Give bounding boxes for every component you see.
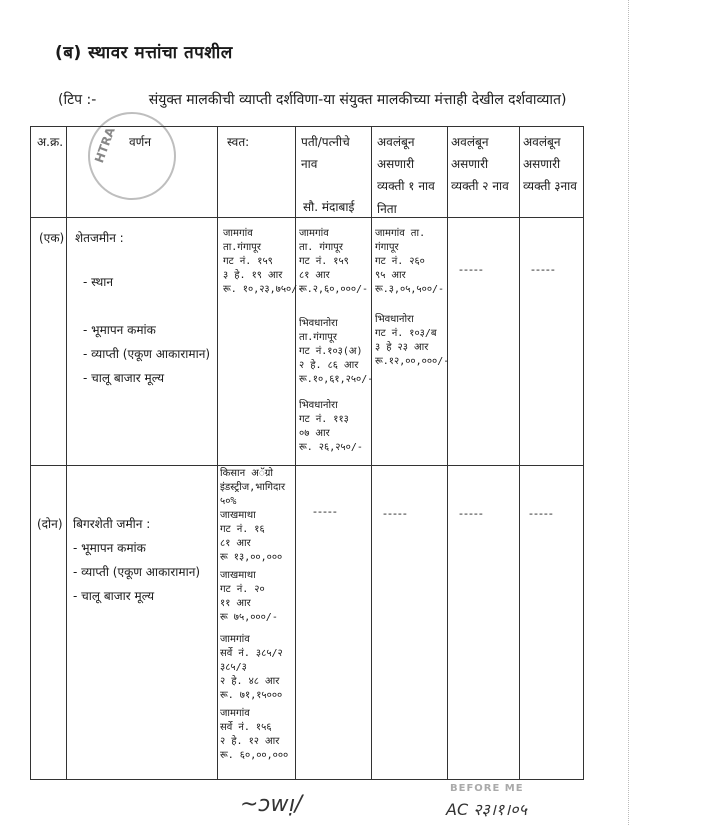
col-divider (447, 127, 448, 779)
row2-self-entry-b: जाखमाथा गट नं. २० ११ आर रू ७५,०००/- (220, 570, 278, 623)
col-divider (371, 127, 372, 779)
row2-self-entry-d: जामगांव सर्वे नं. १५६ २ हे. १२ आर रू. ६०,००,००० (220, 708, 289, 761)
row2-dependent1-empty: ----- (383, 507, 408, 520)
header-serial: अ.क्र. (37, 135, 64, 149)
dated-signature: AC २३।१।०५ (446, 800, 527, 819)
row1-survey-label: - भूमापन कमांक (83, 323, 156, 337)
col-divider (519, 127, 520, 779)
col-divider (66, 127, 67, 779)
note-line (58, 90, 567, 109)
header-spouse-name: सौ. मंदाबाई (303, 200, 355, 214)
section-heading: (ब) स्थावर मत्तांचा तपशील (55, 43, 233, 63)
row2-title: बिगरशेती जमीन : (73, 517, 151, 531)
header-dependent-3: अवलंबून असणारी व्यक्ती ३नाव (523, 135, 577, 193)
row1-self-entry: जामगांव ता.गंगापूर गट नं. १५९ ३ हे. १९ आर रू. १०,२३,७५०/- (223, 228, 304, 295)
row1-area-label: - व्याप्ती (एकूण आकारामान) (83, 347, 211, 361)
row2-survey-label: - भूमापन कमांक (73, 541, 146, 555)
row-divider (31, 217, 583, 218)
row2-value-label: - चालू बाजार मूल्य (73, 589, 155, 603)
signature: ~ɔwᴉ/ (240, 792, 303, 817)
row1-dependent3-empty: ----- (531, 263, 556, 276)
row1-spouse-entry-b: भिवधानोरा ता.गंगापूर गट नं.१०३(अ) २ हे. ८६ आर रू.१०,६१,२५०/- (299, 318, 374, 385)
note-prefix: (टिप :- (58, 92, 97, 108)
row2-dependent2-empty: ----- (459, 507, 484, 520)
row2-spouse-empty: ----- (313, 505, 338, 518)
header-dependent-2: अवलंबून असणारी व्यक्ती २ नाव (451, 135, 509, 193)
header-spouse: पती/पत्नीचे नाव (301, 135, 350, 171)
row2-serial: (दोन) (37, 517, 63, 531)
col-divider (295, 127, 296, 779)
col-divider (217, 127, 218, 779)
row2-area-label: - व्याप्ती (एकूण आकारामान) (73, 565, 201, 579)
row-divider (31, 465, 583, 466)
header-dependent-1-name: निता (377, 202, 397, 216)
header-description: वर्णन (129, 135, 152, 149)
row1-serial: (एक) (39, 231, 65, 245)
asset-table (30, 126, 584, 780)
row2-self-entry-c: जामगांव सर्वे नं. ३८५/२ ३८५/३ २ हे. ४८ आर रू. ७१,१५००० (220, 634, 283, 701)
row1-dependent1-entry-b: भिवधानोरा गट नं. १०३/ब ३ हे २३ आर रू.१२,००,०००/- (375, 314, 450, 367)
note-text: संयुक्त मालकीची व्याप्ती दर्शविणा-या संयुक्त मालकीच्या मंत्ताही देखील दर्शवाव्यात) (148, 92, 567, 108)
row1-spouse-entry-c: भिवधानोरा गट नं. ११३ ०७ आर रू. २६,२५०/- (299, 400, 363, 453)
row2-dependent3-empty: ----- (529, 507, 554, 520)
seal-stamp-text: HTRA (92, 125, 118, 165)
row1-title: शेतजमीन : (75, 231, 124, 245)
row1-location-label: - स्थान (83, 275, 114, 289)
row1-value-label: - चालू बाजार मूल्य (83, 371, 165, 385)
row1-dependent2-empty: ----- (459, 263, 484, 276)
row1-dependent1-entry-a: जामगांव ता. गंगापूर गट नं. २६० ९५ आर रू.३,०५,५००/- (375, 228, 445, 295)
before-me-stamp: BEFORE ME (450, 783, 524, 794)
row1-spouse-entry-a: जामगांव ता. गंगापूर गट नं. १५९ ८१ आर रू.२,६०,०००/- (299, 228, 369, 295)
header-self: स्वत: (227, 135, 250, 149)
page-edge (628, 0, 629, 825)
row2-self-entry-a: किसान अॅग्रो इंडस्ट्रीज,भागिदार ५०% जाखमाथा गट नं. १६ ८१ आर रू १३,००,००० (220, 468, 286, 563)
header-dependent-1: अवलंबून असणारी व्यक्ती १ नाव (377, 135, 435, 193)
